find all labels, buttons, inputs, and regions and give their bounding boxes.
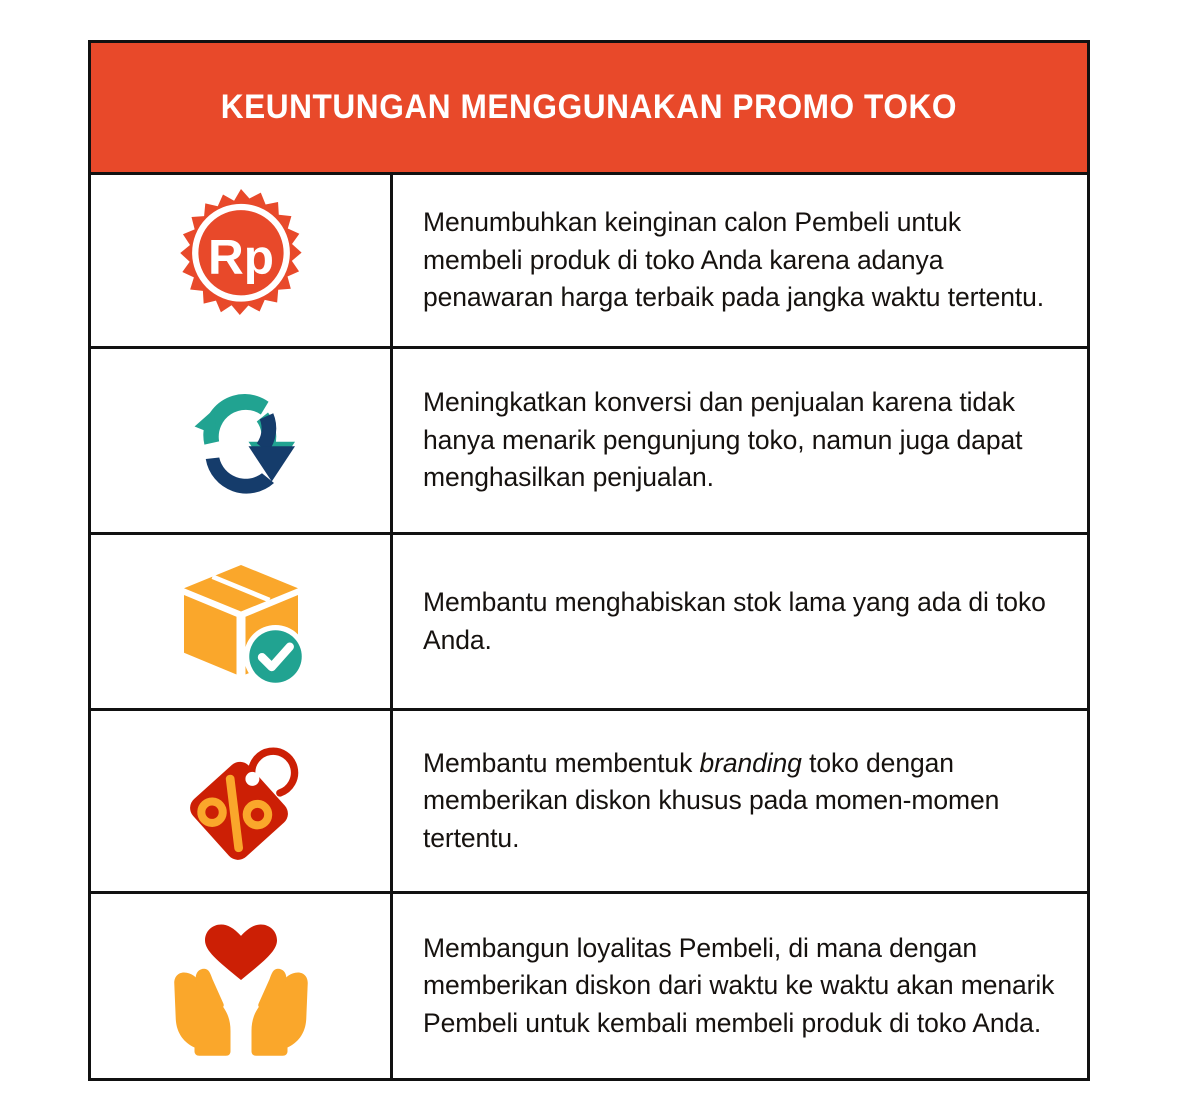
hands-holding-heart-icon	[166, 911, 316, 1061]
text-cell	[393, 535, 1087, 708]
text-cell	[393, 175, 1087, 346]
table-row	[91, 172, 1087, 346]
page-title: KEUNTUNGAN MENGGUNAKAN PROMO TOKO	[220, 88, 958, 126]
benefit-text: Membantu menghabiskan stok lama yang ada di toko Anda.	[423, 586, 1046, 655]
text-cell	[393, 711, 1087, 891]
icon-cell	[91, 175, 393, 346]
refresh-cycle-arrows-icon	[166, 366, 316, 516]
discount-price-tag-icon	[174, 734, 308, 868]
benefit-text: Membangun loyalitas Pembeli, di mana dengan memberikan diskon dari waktu ke waktu akan menarik Pembeli untuk kembali membeli produk di toko Anda.	[423, 932, 1055, 1038]
benefit-text-part2: toko dengan memberikan diskon khusus pada momen-momen tertentu.	[423, 747, 1000, 853]
icon-cell	[91, 535, 393, 708]
benefit-text-part1: Membantu membentuk	[423, 747, 700, 778]
benefit-text-italic: branding	[699, 747, 802, 778]
table-row	[91, 708, 1087, 891]
table-row	[91, 891, 1087, 1078]
table-header-bar	[91, 43, 1087, 172]
icon-cell	[91, 349, 393, 532]
benefit-text: Meningkatkan konversi dan penjualan karena tidak hanya menarik pengunjung toko, namun juga dapat menghasilkan penjualan.	[423, 387, 1023, 493]
icon-cell	[91, 894, 393, 1078]
package-box-check-icon	[166, 547, 316, 697]
promo-benefits-table	[88, 40, 1090, 1081]
text-cell	[393, 894, 1087, 1078]
rupiah-badge-icon	[166, 186, 316, 336]
table-row	[91, 346, 1087, 532]
svg-text:Rp: Rp	[207, 229, 274, 285]
benefit-text: Menumbuhkan keinginan calon Pembeli untuk membeli produk di toko Anda karena adanya penawaran harga terbaik pada jangka waktu tertentu.	[423, 207, 1045, 313]
table-row	[91, 532, 1087, 708]
icon-cell	[91, 711, 393, 891]
benefit-text	[423, 745, 1065, 858]
text-cell	[393, 349, 1087, 532]
